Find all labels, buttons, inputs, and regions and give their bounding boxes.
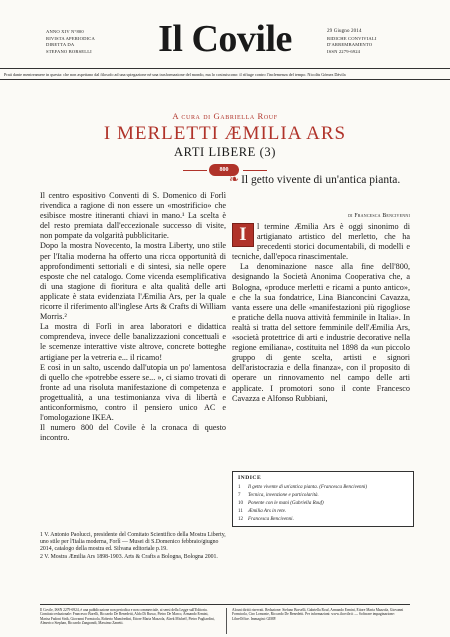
left-column bbox=[40, 191, 226, 443]
index-row-title: Æmilia Ars in rete. bbox=[248, 509, 287, 514]
colophon-left: Il Covile, ISSN 2279-6924, è una pubblicazione non periodica e non commerciale, ai sensi della Legge sull'Editoria. Comitato redazionale: Francesco Borelli, Riccardo De Benedetti, Aldo Di Russo, Pietro De Marco, Armando Ermini, Marisa Fadoni Strik, Giovanni Formicola, Roberto Mamfredini, Ettore Maria Mazzola, Alzek Misheff, Pietro Pagliardini, Almerico Stephan, Riccardo Zangrandi, Massimo Zanetti. bbox=[40, 608, 215, 626]
right-paragraph: La denominazione nasce alla fine dell'800, designando la Società Anonima Cooperativa che, a Bologna, «produce merletti e ricami a punto antico», e che la sua fondatrice, Lina Bianconcini Cavazza, vanta essere una delle «manifestazioni più rigogliose e pratiche della nuova attività femminile in Italia». In realtà si tratta del settore femminile dell'Æmilia Ars, «società protettrice di arti e industrie decorative nella regione emiliana», costituita nel 1898 da «un piccolo gruppo di gente scelta, artisti e signori dell'aristocrazia e della finanza», con il proposito di operare un rinnovamento nel campo delle arti applicate. I promotori sono il conte Francesco Cavazza e Alfonso Rubbiani, bbox=[232, 262, 410, 403]
left-paragraph: Il centro espositivo Conventi di S. Domenico di Forlì rivendica a ragione di non essere un «mostrificio» che esibisce mostre itineranti chiavi in mano.¹ La scelta è del resto premiata dall'eccezionale successo di visite, non pompate da volgarità pubblicitarie. bbox=[40, 191, 226, 241]
index-row[interactable] bbox=[238, 493, 410, 499]
masthead-logo: Il Covile bbox=[158, 18, 292, 60]
index-box bbox=[232, 471, 414, 527]
article-kicker: A cura di Gabriella Rouf bbox=[172, 111, 278, 121]
masthead-left-line: STEFANO BORSELLI bbox=[46, 48, 92, 54]
left-paragraph: Il numero 800 del Covile è la cronaca di questo incontro. bbox=[40, 423, 226, 443]
footnote: 2 V. Mostra Æmilia Ars 1898-1903. Arts & Crafts a Bologna, Bologna 2001. bbox=[40, 554, 218, 561]
index-row-title: Francesca Bencivenni. bbox=[248, 517, 294, 522]
masthead-left-line: DIRETTA DA bbox=[46, 42, 75, 47]
index-row-page: 10 bbox=[238, 501, 243, 506]
left-paragraph: E così in un salto, uscendo dall'utopia un po' lamentosa di quello che «potrebbe essere se... », ci siamo trovati di fronte ad una risoluta manifestazione di competenza e progettualità, a una testimonianza viva di libertà e anticonformismo, contro il pensiero unico AC e l'omologazione IKEA. bbox=[40, 362, 226, 423]
masthead-left-line: ANNO XIV N°800 bbox=[46, 29, 84, 34]
right-column bbox=[232, 222, 410, 404]
index-row-page: 1 bbox=[238, 485, 241, 490]
index-row-title: Il getto vivente di un'antica pianta. (Francesca Bencivenni) bbox=[248, 485, 368, 490]
dropcap-letter: I bbox=[232, 223, 254, 247]
masthead-right-line: D'ARREMBAMENTO bbox=[327, 42, 373, 47]
section-author: di Francesca Bencivenni bbox=[348, 213, 410, 219]
masthead-right-line: RIDICHE CONVIVIALI bbox=[327, 35, 377, 41]
colophon-rule bbox=[40, 604, 410, 605]
badge-flank-left bbox=[183, 170, 207, 171]
badge-flank-right bbox=[243, 170, 267, 171]
index-title: INDICE bbox=[238, 475, 262, 481]
article-title: I MERLETTI ÆMILIA ARS bbox=[103, 123, 347, 144]
index-row-page: 7 bbox=[238, 493, 241, 498]
issue-number-badge: 800 bbox=[209, 164, 239, 176]
masthead-rule-top bbox=[0, 68, 450, 69]
right-paragraph-first bbox=[232, 222, 410, 262]
index-row[interactable] bbox=[238, 517, 410, 523]
fleuron-icon: ❧ bbox=[229, 172, 240, 186]
article-subtitle: ARTI LIBERE (3) bbox=[174, 145, 276, 159]
masthead-rule-bottom bbox=[0, 79, 450, 80]
issue-date: 29 Giugno 2014 bbox=[327, 29, 362, 34]
index-row-title: Ponente con le mani (Gabriella Rouf) bbox=[248, 501, 324, 506]
index-row[interactable] bbox=[238, 509, 410, 515]
section-title bbox=[229, 173, 411, 187]
index-row-page: 12 bbox=[238, 517, 243, 522]
colophon-divider bbox=[226, 608, 227, 634]
left-paragraph: La mostra di Forlì in area laboratori e didattica comprendeva, invece delle banalizzazioni concettuali e le scemenze interattive viste altrove, concrete botteghe artigiane per la vetreria e... il ricamo! bbox=[40, 322, 226, 362]
index-row[interactable] bbox=[238, 485, 410, 491]
masthead-left-line: RIVISTA APERIODICA bbox=[46, 35, 95, 41]
footnote: 1 V. Antonio Paolucci, presidente del Comitato Scientifico della Mostra Liberty, uno stile per l'Italia moderna, Forlì — Musei di S.Domenico febbraio/giugno 2014, catalogo della mostra ed. Silvana editoriale p.19. bbox=[40, 532, 226, 553]
footnotes bbox=[40, 532, 226, 562]
masthead-motto: Prati dante mentreamere in questa: che non aspettano dal filosofo ad una spiegazione né una trasformazione del mondo, ma lo costruiscono: il rifiuge contro l'inclemenza del tempo. Nicolás Gómez Dávila bbox=[4, 71, 346, 77]
index-row-title: Tecnica, invenzione e particolarità. bbox=[248, 493, 319, 498]
masthead-left bbox=[46, 29, 121, 55]
right-paragraph-text: l termine Æmilia Ars è oggi sinonimo di artigianato artistico del merletto, che ha precedenti storici documentabili, di modelli e tecniche, dall'epoca rinascimentale. bbox=[232, 222, 410, 262]
issn: ISSN 2279-6924 bbox=[327, 48, 361, 54]
index-row[interactable] bbox=[238, 501, 410, 507]
left-paragraph: Dopo la mostra Novecento, la mostra Liberty, uno stile per l'Italia moderna ha offerto una ricca opportunità di approfondimenti settoriali e di sintesi, sia nelle opere esposte che nel catalogo. Come vicenda esemplificativa di una stagione di fioritura e alta qualità delle arti applicate è stata evidenziata l'Æmilia Ars, per la quale ricorre il riferimento all'inglese Arts & Crafts di William Morris.² bbox=[40, 241, 226, 322]
section-title-text: Il getto vivente di un'antica pianta. bbox=[241, 174, 401, 186]
colophon-right: Alcuni diritti riservati. Redazione: Stefano Borselli, Gabriella Rouf, Armando Ermini, Ettore Maria Mazzola, Giovanni Formicola, Ciro Lomonte, Riccardo De Benedetti. Per informazioni: www.ilcovile.it — Software impaginazione: LibreOffice. Immagini: GIMP. bbox=[232, 608, 404, 621]
index-row-page: 11 bbox=[238, 509, 243, 514]
masthead-right bbox=[327, 29, 412, 55]
